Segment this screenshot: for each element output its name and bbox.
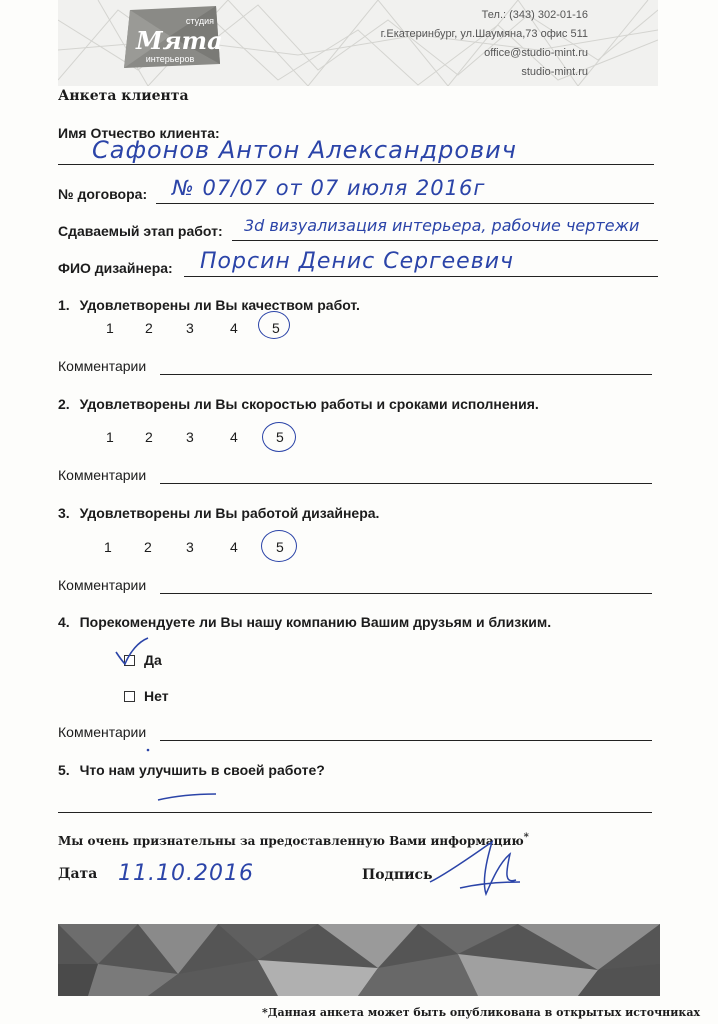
logo-subtitle: интерьеров [145,54,195,64]
q1-rating-3[interactable]: 3 [186,320,194,336]
thanks-footnote-mark: * [523,832,529,843]
question-5-number: 5. [58,762,70,778]
q2-comment-line[interactable] [160,483,652,484]
client-name-label: Имя Отчество клиента: [58,125,220,141]
signature-label: Подпись [362,867,433,883]
q1-comment-line[interactable] [160,374,652,375]
q2-rating-4[interactable]: 4 [230,429,238,445]
question-4-number: 4. [58,614,70,630]
question-2 [58,396,539,412]
contact-phone: Тел.: (343) 302-01-16 [481,9,588,21]
recommend-no-label: Нет [144,688,169,704]
logo-studio-word: студия [185,16,214,26]
publication-footnote: *Данная анкета может быть опубликована в открытых источниках [262,1006,701,1019]
q2-rating-3[interactable]: 3 [186,429,194,445]
q3-comment-line[interactable] [160,593,652,594]
question-1-text: Удовлетворены ли Вы качеством работ. [79,297,360,313]
stage-value: 3d визуализация интерьера, рабочие чертежи [244,216,640,235]
stage-underline [232,240,658,241]
q1-rating-4[interactable]: 4 [230,320,238,336]
q3-comment-label: Комментарии [58,577,147,593]
contract-value: № 07/07 от 07 июля 2016г [172,176,486,200]
header-band [58,0,658,86]
q2-rating-1[interactable]: 1 [106,429,114,445]
contact-website: studio-mint.ru [521,66,588,78]
q3-selected-circle [261,530,297,562]
question-3 [58,505,379,521]
q2-rating-2[interactable]: 2 [145,429,153,445]
recommend-yes-label: Да [144,652,162,668]
pen-stroke-mark [140,744,230,804]
q1-selected-circle [258,311,290,339]
contact-email: office@studio-mint.ru [484,47,588,59]
q2-rating-5[interactable]: 5 [276,429,284,445]
contract-underline [156,203,654,204]
q1-rating-1[interactable]: 1 [106,320,114,336]
logo-brand-name: Мята [136,26,223,55]
contact-address: г.Екатеринбург, ул.Шаумяна,73 офис 511 [380,28,588,40]
contacts-block [381,6,588,82]
q4-comment-label: Комментарии [58,724,147,740]
recommend-no-checkbox[interactable] [124,691,135,702]
stage-label: Сдаваемый этап работ: [58,223,223,239]
question-3-number: 3. [58,505,70,521]
contract-label: № договора: [58,186,148,202]
designer-value: Порсин Денис Сергеевич [200,249,514,274]
form-title: Анкета клиента [58,88,189,104]
q1-comment-label: Комментарии [58,358,147,374]
question-3-text: Удовлетворены ли Вы работой дизайнера. [79,505,380,521]
footer-band [58,924,660,996]
question-4 [58,614,551,630]
question-2-text: Удовлетворены ли Вы скоростью работы и сроками исполнения. [79,396,539,412]
date-label: Дата [58,866,98,882]
question-1 [58,297,360,313]
footer-pattern [58,924,660,996]
designer-label: ФИО дизайнера: [58,260,173,276]
q5-answer-line[interactable] [58,812,652,813]
studio-logo [120,6,223,68]
question-1-number: 1. [58,297,70,313]
q1-rating-5[interactable]: 5 [272,320,280,336]
q2-selected-circle [262,422,296,452]
q3-rating-4[interactable]: 4 [230,539,238,555]
date-value: 11.10.2016 [118,861,254,886]
client-name-underline [58,164,654,165]
q3-rating-3[interactable]: 3 [186,539,194,555]
q1-rating-2[interactable]: 2 [145,320,153,336]
q4-comment-line[interactable] [160,740,652,741]
q3-rating-5[interactable]: 5 [276,539,284,555]
q2-comment-label: Комментарии [58,467,147,483]
handwritten-signature [420,832,530,902]
designer-underline [184,276,658,277]
question-2-number: 2. [58,396,70,412]
question-4-text: Порекомендуете ли Вы нашу компанию Вашим друзьям и близким. [79,614,552,630]
q3-rating-1[interactable]: 1 [104,539,112,555]
thanks-text: Мы очень признательны за предоставленную Вами информацию [58,834,524,848]
q3-rating-2[interactable]: 2 [144,539,152,555]
question-5-text: Что нам улучшить в своей работе? [79,762,325,778]
client-name-value: Сафонов Антон Александрович [92,136,517,164]
